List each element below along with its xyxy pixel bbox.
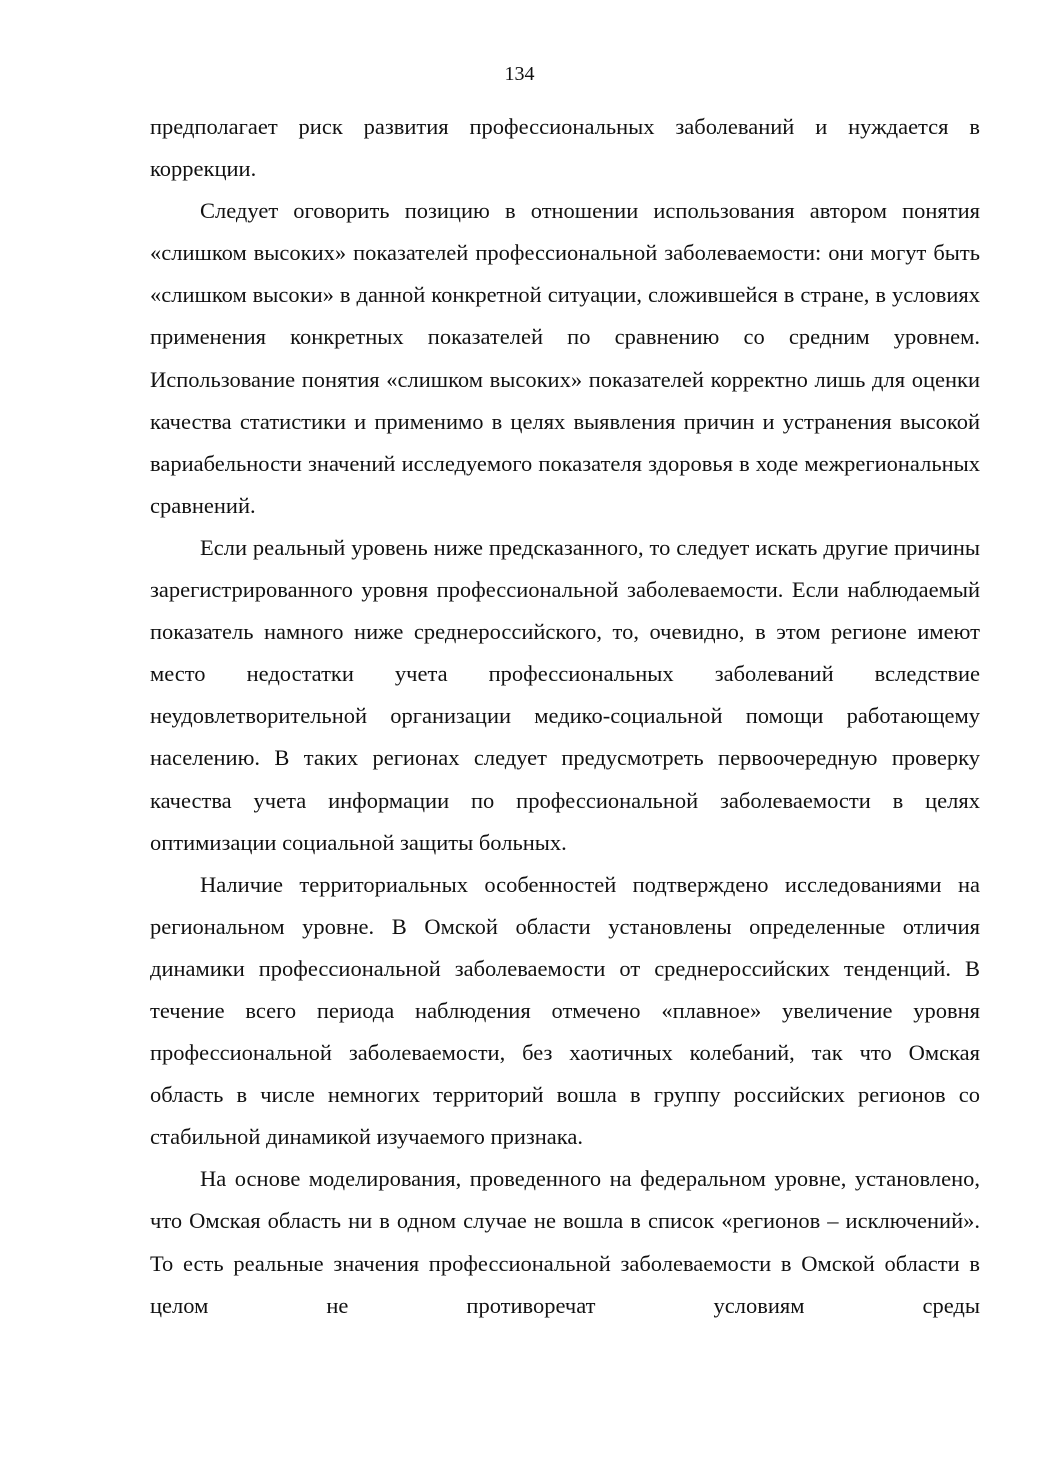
page-number: 134 xyxy=(504,63,535,85)
paragraph-too-high-indicators: Следует оговорить позицию в отношении использования автором понятия «слишком высоких» показателей профессиональной заболеваемости: они могут быть «слишком высоки» в данной конкретной ситуации, сложившейся в стране, в условиях применения конкретных показателей по сравнению со средним уровнем. Использование понятия «слишком высоких» показателей корректно лишь для оценки качества статистики и применимо в целях выявления причин и устранения высокой вариабельности значений исследуемого показателя здоровья в ходе межрегиональных сравнений. xyxy=(150,198,980,518)
paragraph-territorial-features: Наличие территориальных особенностей подтверждено исследованиями на региональном уровне. В Омской области установлены определенные отличия динамики профессиональной заболеваемости от среднероссийских тенденций. В течение всего периода наблюдения отмечено «плавное» увеличение уровня профессиональной заболеваемости, без хаотичных колебаний, так что Омская область в числе немногих территорий вошла в группу российских регионов со стабильной динамикой изучаемого признака. xyxy=(150,871,980,1150)
paragraph-continuation: предполагает риск развития профессиональных заболеваний и нуждается в коррекции. xyxy=(150,114,980,182)
document-body xyxy=(150,106,980,1327)
paragraph-below-predicted: Если реальный уровень ниже предсказанного, то следует искать другие причины зарегистрированного уровня профессиональной заболеваемости. Если наблюдаемый показатель намного ниже среднероссийского, то, очевидно, в этом регионе имеют место недостатки учета профессиональных заболеваний вследствие неудовлетворительной организации медико-социальной помощи работающему населению. В таких регионах следует предусмотреть первоочередную проверку качества учета информации по профессиональной заболеваемости в целях оптимизации социальной защиты больных. xyxy=(150,534,980,855)
paragraph-modeling: На основе моделирования, проведенного на федеральном уровне, установлено, что Омская область ни в одном случае не вошла в список «регионов – исключений». То есть реальные значения профессиональной заболеваемости в Омской области в целом не противоречат условиям среды xyxy=(150,1166,980,1318)
